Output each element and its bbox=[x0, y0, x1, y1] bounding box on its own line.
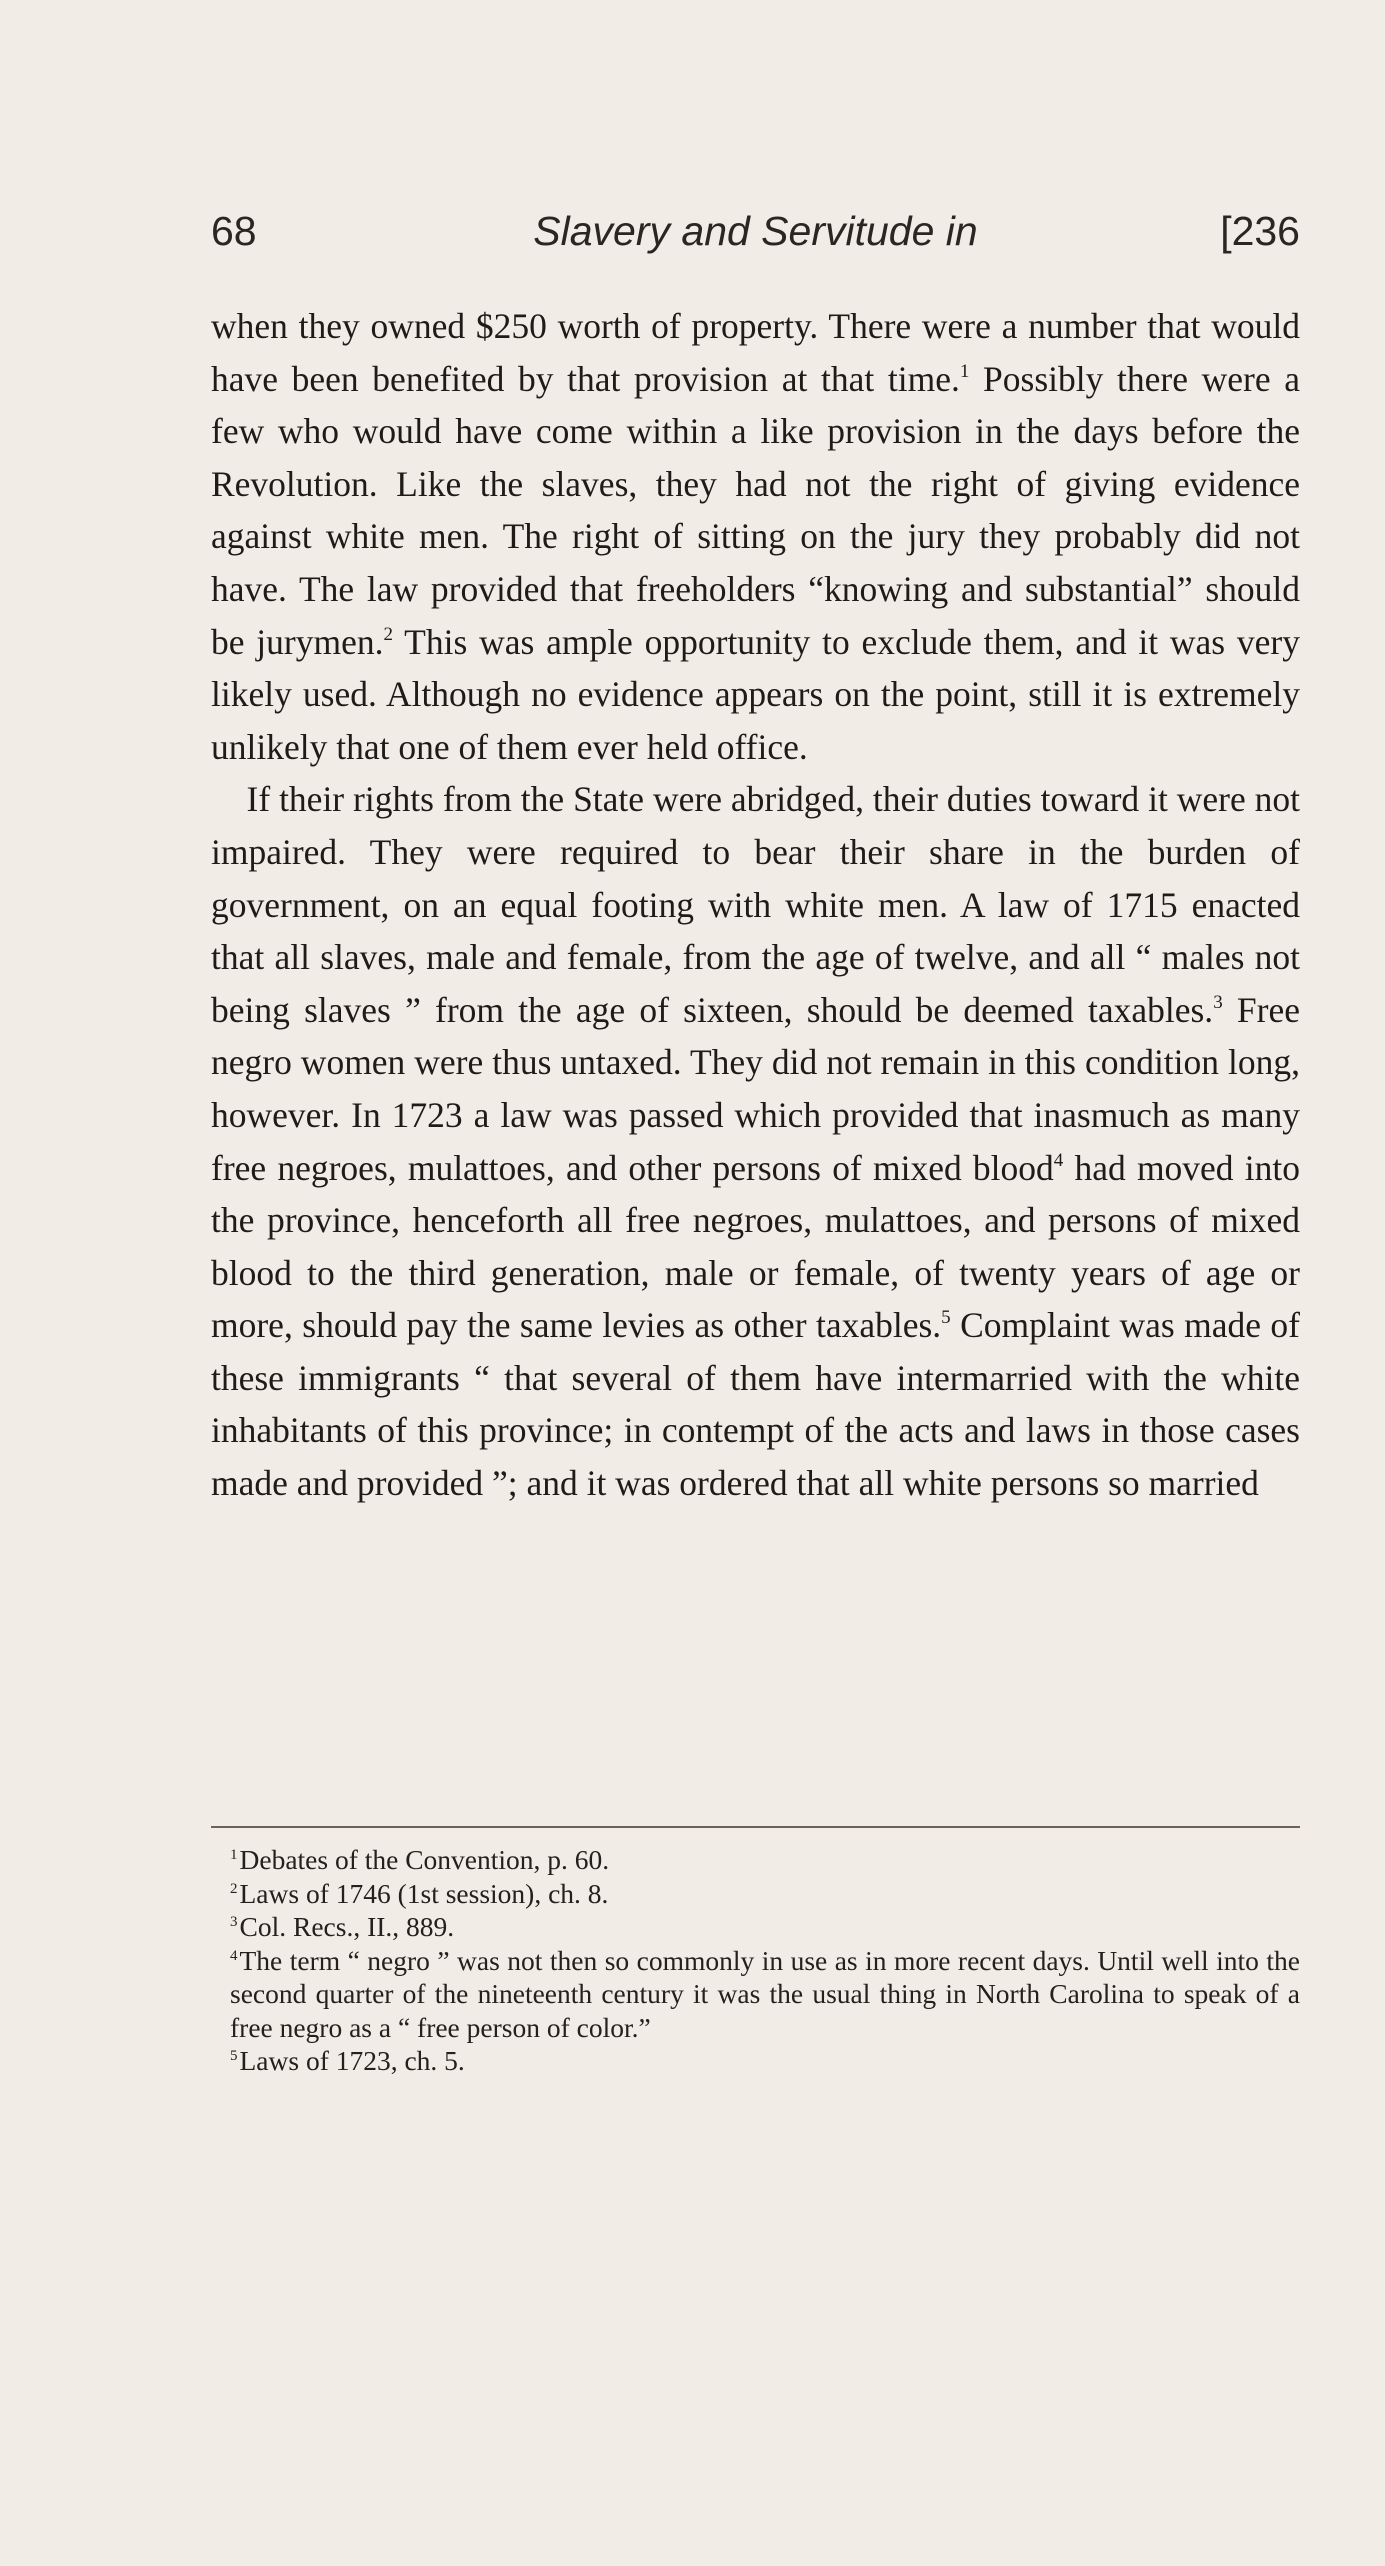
footnote-3 bbox=[211, 1910, 1300, 1944]
footnote-ref-4: 4 bbox=[1053, 1149, 1064, 1171]
footnote-2 bbox=[211, 1877, 1300, 1911]
paragraph-2 bbox=[211, 773, 1300, 1509]
running-head bbox=[211, 208, 1300, 268]
footnote-mark: 4 bbox=[230, 1947, 238, 1964]
footnote-mark: 1 bbox=[230, 1847, 238, 1863]
paragraph-1-text-b: Possibly there were a few who would have come within a like provision in the days before the Revolution. Like the slaves, they had not the right of giving evidence against white men. The right of sitting on the jury they probably did not have. The law provided that freeholders “knowing and substantial” should be jurymen. bbox=[211, 358, 1301, 662]
paragraph-2-text-d: Complaint was made of these immigrants “ that several of them have intermarried with the white inhabitants of this province; in contempt of the acts and laws in those cases made and provided ”; and it was ordered that all white persons so married bbox=[211, 1305, 1300, 1504]
footnote-mark: 2 bbox=[230, 1880, 238, 1897]
footnote-text: Col. Recs., II., 889. bbox=[239, 1911, 455, 1942]
paragraph-2-text-c: had moved into the province, henceforth all free negroes, mulattoes, and persons of mixed blood to the third generation, male or female, of twenty years of age or more, should pay the same levies as other taxables. bbox=[211, 1147, 1300, 1346]
paragraph-1 bbox=[211, 300, 1300, 773]
footnote-ref-1: 1 bbox=[959, 360, 970, 382]
footnote-ref-5: 5 bbox=[941, 1307, 951, 1329]
paragraph-2-text-b: Free negro women were thus untaxed. They did not remain in this condition long, however. In 1723 a law was passed which provided that inasmuch as many free negroes, mulattoes, and other persons of mixed blood bbox=[211, 989, 1300, 1188]
footnote-1 bbox=[211, 1843, 1300, 1877]
page-number: 68 bbox=[211, 208, 257, 254]
footnote-text: The term “ negro ” was not then so commonly in use as in more recent days. Until well into the second quarter of the nineteenth century it was the usual thing in North Carolina to speak of a free negro as a “ free person of color.” bbox=[230, 1944, 1300, 2043]
footnote-ref-2: 2 bbox=[383, 623, 393, 645]
footnote-5 bbox=[211, 2044, 1300, 2078]
footnote-mark: 5 bbox=[230, 2048, 238, 2064]
footnote-ref-3: 3 bbox=[1213, 991, 1223, 1013]
paragraph-2-text-a: If their rights from the State were abridged, their duties toward it were not impaired. They were required to bear their share in the burden of government, on an equal footing with white men. A law of 1715 enacted that all slaves, male and female, from the age of twelve, and all “ males not being slaves ” from the age of sixteen, should be deemed taxables. bbox=[211, 779, 1300, 1030]
paragraph-1-text-c: This was ample opportunity to exclude them, and it was very likely used. Although no evidence appears on the point, still it is extremely unlikely that one of them ever held office. bbox=[211, 621, 1300, 767]
footnotes bbox=[211, 1843, 1300, 2078]
footnote-text: Laws of 1746 (1st session), ch. 8. bbox=[239, 1877, 609, 1909]
folio-number: [236 bbox=[1220, 208, 1300, 254]
footnote-divider bbox=[211, 1826, 1300, 1828]
paragraph-1-text-a: when they owned $250 worth of property. There were a number that would have been benefited by that provision at that time. bbox=[211, 306, 1300, 399]
footnote-mark: 3 bbox=[230, 1914, 238, 1930]
footnote-text: Debates of the Convention, p. 60. bbox=[239, 1844, 610, 1875]
running-title: Slavery and Servitude in bbox=[533, 208, 978, 254]
body-text bbox=[211, 300, 1300, 1510]
footnote-text: Laws of 1723, ch. 5. bbox=[239, 2045, 465, 2076]
footnote-4 bbox=[211, 1944, 1300, 2045]
